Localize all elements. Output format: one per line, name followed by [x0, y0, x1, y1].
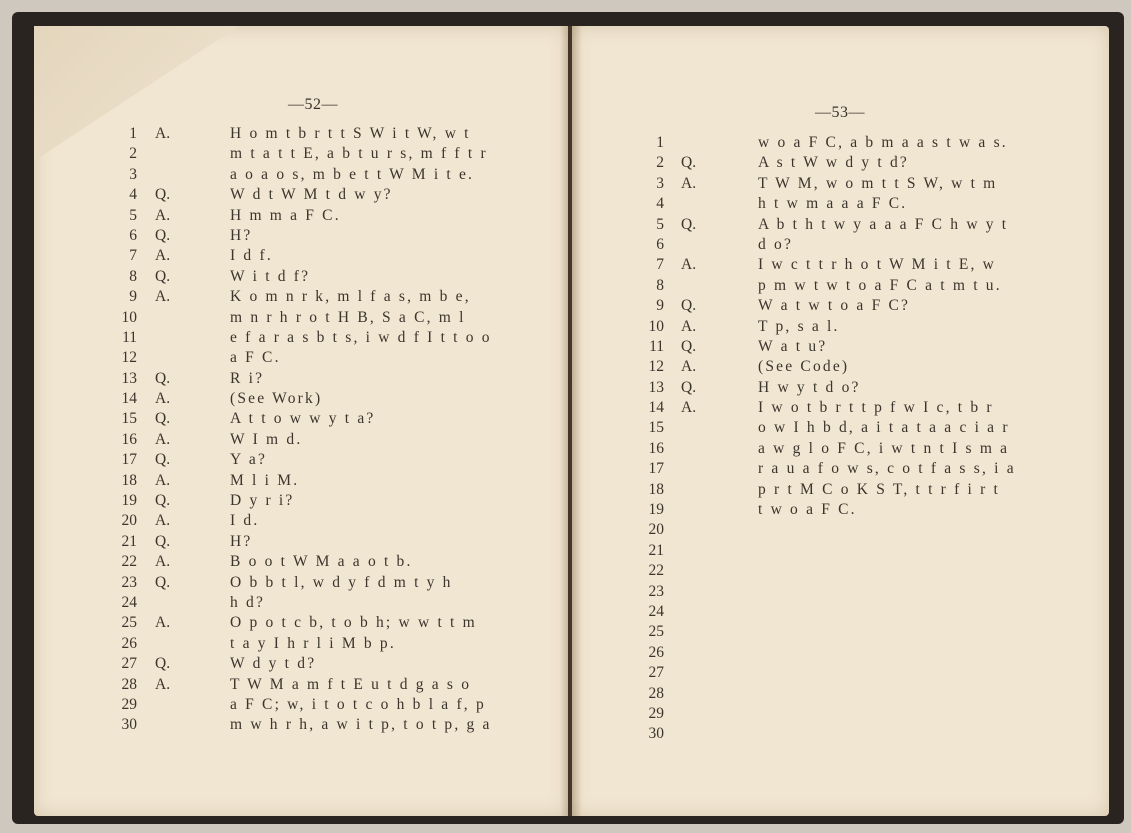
line-number: 22 — [121, 553, 137, 571]
text-line — [758, 663, 1016, 683]
text-line: d o? — [758, 235, 794, 253]
qa-marker — [681, 622, 701, 642]
qa-marker: A. — [681, 256, 697, 274]
text-line — [758, 643, 1016, 663]
text-line: T p, s a l. — [758, 317, 840, 335]
text-line: h d? — [230, 593, 266, 611]
text-line: W a t u? — [758, 337, 828, 355]
line-number: 18 — [648, 480, 664, 498]
text-line: w o a F C, a b m a a s t w a s. — [758, 134, 1008, 151]
qa-marker — [681, 500, 701, 520]
text-line: m t a t t E, a b t u r s, m f f t r — [230, 145, 488, 163]
text-line — [758, 724, 1016, 744]
line-number: 2 — [129, 145, 137, 163]
qa-marker — [681, 276, 701, 296]
line-number: 8 — [656, 276, 664, 294]
qa-marker — [155, 308, 175, 328]
qa-marker: Q. — [155, 532, 171, 550]
line-number: 9 — [656, 297, 664, 315]
qa-marker: A. — [155, 125, 171, 142]
qa-marker: A. — [155, 471, 171, 489]
text-line — [758, 582, 1016, 602]
text-line: W a t w t o a F C? — [758, 297, 911, 315]
right-line-numbers — [642, 133, 664, 745]
text-line: r a u a f o w s, c o t f a s s, i a — [758, 460, 1016, 478]
text-line — [758, 520, 1016, 540]
qa-marker: Q. — [155, 492, 171, 510]
line-number: 9 — [129, 288, 137, 306]
qa-marker — [681, 704, 701, 724]
left-page-text — [230, 124, 492, 736]
line-number: 5 — [129, 206, 137, 224]
qa-marker: Q. — [681, 215, 697, 233]
text-line: K o m n r k, m l f a s, m b e, — [230, 288, 471, 306]
qa-marker: A. — [155, 288, 171, 306]
right-qa-markers — [681, 133, 701, 745]
qa-marker — [681, 480, 701, 500]
text-line: A s t W w d y t d? — [758, 154, 909, 172]
line-number: 16 — [121, 430, 137, 448]
line-number: 20 — [648, 521, 664, 539]
qa-marker — [681, 724, 701, 744]
qa-marker — [155, 348, 175, 368]
qa-marker: A. — [155, 675, 171, 693]
line-number: 8 — [129, 267, 137, 285]
qa-marker: A. — [155, 512, 171, 530]
qa-marker: A. — [155, 430, 171, 448]
line-number: 16 — [648, 439, 664, 457]
text-line: a F C. — [230, 349, 281, 367]
text-line: a F C; w, i t o t c o h b l a f, p — [230, 695, 486, 713]
qa-marker — [155, 165, 175, 185]
qa-marker: Q. — [155, 410, 171, 428]
line-number: 10 — [648, 317, 664, 335]
qa-marker — [681, 684, 701, 704]
qa-marker — [155, 328, 175, 348]
qa-marker — [681, 194, 701, 214]
text-line: (See Work) — [230, 390, 323, 408]
qa-marker — [681, 602, 701, 622]
qa-marker: Q. — [155, 369, 171, 387]
text-line: B o o t W M a a o t b. — [230, 553, 413, 571]
line-number: 24 — [648, 602, 664, 620]
line-number: 14 — [121, 390, 137, 408]
text-line — [758, 602, 1016, 622]
qa-marker — [155, 144, 175, 164]
qa-marker — [681, 582, 701, 602]
line-number: 29 — [121, 695, 137, 713]
line-number: 13 — [121, 369, 137, 387]
qa-marker: A. — [681, 399, 697, 417]
right-page-text — [758, 133, 1016, 745]
book-gutter — [560, 26, 582, 816]
line-number: 26 — [648, 643, 664, 661]
qa-marker — [681, 663, 701, 683]
line-number: 3 — [129, 165, 137, 183]
line-number: 30 — [121, 716, 137, 734]
text-line: o w I h b d, a i t a t a a c i a r — [758, 419, 1010, 437]
line-number: 18 — [121, 471, 137, 489]
line-number: 5 — [656, 215, 664, 233]
qa-marker: Q. — [155, 573, 171, 591]
qa-marker — [155, 715, 175, 735]
qa-marker — [681, 133, 701, 153]
line-number: 11 — [649, 337, 664, 355]
line-number: 10 — [121, 308, 137, 326]
text-line: O p o t c b, t o b h; w w t t m — [230, 614, 477, 632]
qa-marker: Q. — [155, 226, 171, 244]
qa-marker: A. — [155, 390, 171, 408]
line-number: 21 — [648, 541, 664, 559]
text-line: H? — [230, 532, 253, 550]
line-number: 24 — [121, 593, 137, 611]
line-number: 3 — [656, 174, 664, 192]
qa-marker: Q. — [155, 186, 171, 204]
text-line: p r t M C o K S T, t t r f i r t — [758, 480, 1001, 498]
line-number: 7 — [656, 256, 664, 274]
text-line: H m m a F C. — [230, 206, 341, 224]
text-line: Y a? — [230, 451, 268, 469]
qa-marker: Q. — [681, 297, 697, 315]
text-line: t a y I h r l i M b p. — [230, 634, 396, 652]
qa-marker — [681, 235, 701, 255]
qa-marker: Q. — [681, 378, 697, 396]
qa-marker — [681, 520, 701, 540]
qa-marker: A. — [681, 174, 697, 192]
line-number: 15 — [648, 419, 664, 437]
line-number: 28 — [121, 675, 137, 693]
line-number: 7 — [129, 247, 137, 265]
line-number: 27 — [648, 664, 664, 682]
left-page-number: —52— — [288, 96, 338, 113]
text-line: I d. — [230, 512, 260, 530]
line-number: 1 — [129, 125, 137, 142]
text-line: W i t d f? — [230, 267, 311, 285]
text-line: T W M, w o m t t S W, w t m — [758, 174, 998, 192]
line-number: 6 — [656, 235, 664, 253]
line-number: 1 — [656, 134, 664, 151]
text-line — [758, 541, 1016, 561]
right-page-number: —53— — [815, 104, 865, 121]
line-number: 21 — [121, 532, 137, 550]
left-qa-markers — [155, 124, 175, 736]
text-line: m w h r h, a w i t p, t o t p, g a — [230, 716, 492, 734]
line-number: 13 — [648, 378, 664, 396]
qa-marker: A. — [681, 317, 697, 335]
text-line: H? — [230, 226, 253, 244]
text-line: W I m d. — [230, 430, 303, 448]
text-line: m n r h r o t H B, S a C, m l — [230, 308, 466, 326]
text-line: H w y t d o? — [758, 378, 861, 396]
text-line: I w o t b r t t p f w I c, t b r — [758, 399, 994, 417]
qa-marker — [681, 541, 701, 561]
text-line: (See Code) — [758, 358, 850, 376]
text-line: I d f. — [230, 247, 273, 265]
qa-marker — [681, 418, 701, 438]
qa-marker: Q. — [155, 451, 171, 469]
text-line: t w o a F C. — [758, 501, 857, 519]
text-line — [758, 622, 1016, 642]
line-number: 17 — [121, 451, 137, 469]
text-line: H o m t b r t t S W i t W, w t — [230, 125, 471, 142]
line-number: 27 — [121, 655, 137, 673]
text-line: W d t W M t d w y? — [230, 186, 393, 204]
text-line: h t w m a a a F C. — [758, 195, 908, 213]
text-line: D y r i? — [230, 492, 295, 510]
line-number: 28 — [648, 684, 664, 702]
line-number: 19 — [648, 501, 664, 519]
text-line: e f a r a s b t s, i w d f I t t o o — [230, 328, 492, 346]
qa-marker — [681, 643, 701, 663]
text-line: R i? — [230, 369, 265, 387]
text-line: A t t o w w y t a? — [230, 410, 376, 428]
text-line — [758, 704, 1016, 724]
text-line: I w c t t r h o t W M i t E, w — [758, 256, 997, 274]
text-line: O b b t l, w d y f d m t y h — [230, 573, 453, 591]
text-line: W d y t d? — [230, 655, 317, 673]
text-line — [758, 684, 1016, 704]
text-line: T W M a m f t E u t d g a s o — [230, 675, 472, 693]
line-number: 30 — [648, 725, 664, 743]
line-number: 26 — [121, 634, 137, 652]
qa-marker: Q. — [155, 655, 171, 673]
text-line: p m w t w t o a F C a t m t u. — [758, 276, 1002, 294]
line-number: 4 — [129, 186, 137, 204]
qa-marker — [681, 561, 701, 581]
line-number: 25 — [648, 623, 664, 641]
qa-marker — [681, 459, 701, 479]
qa-marker: Q. — [681, 154, 697, 172]
line-number: 4 — [656, 195, 664, 213]
line-number: 19 — [121, 492, 137, 510]
text-line: M l i M. — [230, 471, 300, 489]
line-number: 12 — [648, 358, 664, 376]
qa-marker: Q. — [155, 267, 171, 285]
qa-marker: Q. — [681, 337, 697, 355]
line-number: 11 — [122, 328, 137, 346]
qa-marker — [681, 439, 701, 459]
line-number: 29 — [648, 704, 664, 722]
line-number: 22 — [648, 562, 664, 580]
qa-marker: A. — [155, 614, 171, 632]
line-number: 20 — [121, 512, 137, 530]
left-line-numbers — [115, 124, 137, 736]
line-number: 17 — [648, 460, 664, 478]
line-number: 23 — [121, 573, 137, 591]
text-line — [758, 561, 1016, 581]
qa-marker: A. — [155, 206, 171, 224]
qa-marker — [155, 695, 175, 715]
qa-marker: A. — [155, 247, 171, 265]
qa-marker: A. — [155, 553, 171, 571]
line-number: 12 — [121, 349, 137, 367]
line-number: 15 — [121, 410, 137, 428]
line-number: 25 — [121, 614, 137, 632]
line-number: 14 — [648, 399, 664, 417]
line-number: 23 — [648, 582, 664, 600]
line-number: 2 — [656, 154, 664, 172]
qa-marker: A. — [681, 358, 697, 376]
qa-marker — [155, 634, 175, 654]
qa-marker — [155, 593, 175, 613]
text-line: a w g l o F C, i w t n t I s m a — [758, 439, 1010, 457]
text-line: A b t h t w y a a a F C h w y t — [758, 215, 1009, 233]
line-number: 6 — [129, 226, 137, 244]
text-line: a o a o s, m b e t t W M i t e. — [230, 165, 475, 183]
